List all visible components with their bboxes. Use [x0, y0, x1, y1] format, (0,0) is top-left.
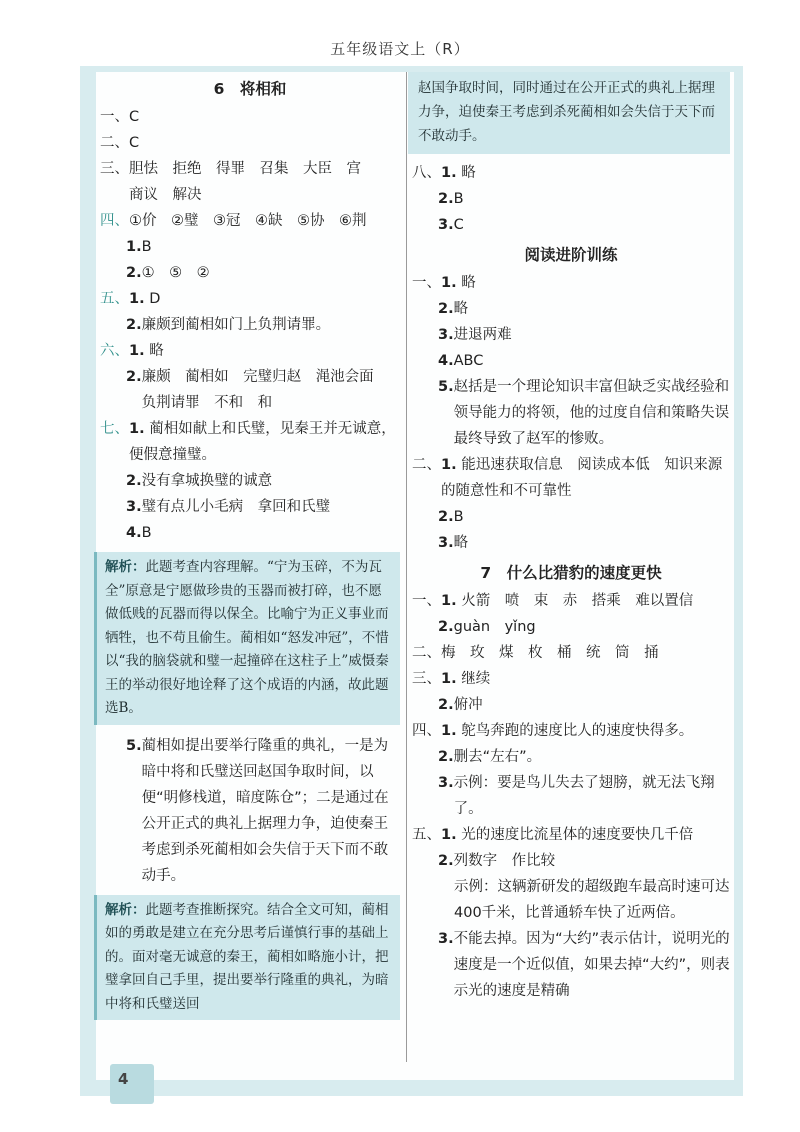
- answer-text: 1. 鸵鸟奔跑的速度比人的速度快得多。: [441, 723, 694, 739]
- sub-number: 2.: [438, 749, 454, 765]
- sub-text: B: [453, 509, 464, 525]
- answer-6: [100, 338, 400, 364]
- explanation-text: 此题考查内容理解。“宁为玉碎，不为瓦全”原意是宁愿做珍贵的玉器而被打碎，也不愿做低贱的瓦器而得以保全。比喻宁为正义事业而牺牲，也不苟且偷生。蔺相如“怒发冲冠”，不惜以“我的脑袋就和璧一起撞碎在这柱子上”威慑秦王的举动很好地诠释了这个成语的内涵，故此题选B。: [105, 559, 389, 716]
- sub-answer: [412, 530, 730, 556]
- sub-number: 2.: [126, 265, 142, 281]
- answer-text: C: [129, 109, 140, 125]
- sub-number: 3.: [438, 535, 454, 551]
- answer-text: [129, 338, 400, 364]
- sub-number: 2.: [438, 301, 454, 317]
- answer-label: 五、: [100, 291, 129, 307]
- answer-label: 八、: [412, 165, 441, 181]
- sub-text: B: [141, 525, 152, 541]
- sub-text: B: [453, 191, 464, 207]
- sub-number: 1.: [129, 291, 145, 307]
- lesson-6-title: 6 将相和: [213, 80, 287, 98]
- column-divider: [406, 72, 407, 1062]
- sub-text: 廉颇 蔺相如 完璧归赵 渑池会面 负荆请罪 不和 和: [141, 369, 374, 411]
- answer-line: 商议 解决: [129, 187, 202, 203]
- sub-number: 2.: [438, 191, 454, 207]
- sub-answer: [100, 520, 400, 546]
- explanation-continued: 赵国争取时间，同时通过在公开正式的典礼上据理力争，迫使秦王考虑到杀死蔺相如会失信于天下而不敢动手。: [408, 72, 730, 154]
- answer-2: [100, 130, 400, 156]
- answer-text: 1. 略: [441, 275, 476, 291]
- answer-4: [100, 208, 400, 234]
- sub-answer: [412, 322, 730, 348]
- sub-text: 不能去掉。因为“大约”表示估计，说明光的速度是一个近似值，如果去掉“大约”，则表示光的速度是精确: [453, 931, 730, 999]
- sub-number: 2.: [126, 317, 142, 333]
- sub-number: 5.: [438, 379, 454, 395]
- sub-text: C: [453, 217, 464, 233]
- sub-text: B: [141, 239, 152, 255]
- sub-text: 略: [453, 535, 469, 551]
- sub-text: ABC: [453, 353, 484, 369]
- sub-number: 2.: [438, 697, 454, 713]
- sub-answer: [412, 212, 730, 238]
- sub-number: 2.: [126, 473, 142, 489]
- sub-number: 3.: [438, 327, 454, 343]
- explanation-text: 此题考查推断探究。结合全文可知，蔺相如的勇敢是建立在充分思考后谨慎行事的基础上的。面对毫无诚意的秦王，蔺相如略施小计，把璧拿回自己手里，提出要举行隆重的典礼，为暗中将和氏璧送回: [105, 901, 389, 1012]
- answer-3: [100, 156, 400, 208]
- lesson7-answer-3: [412, 666, 730, 692]
- answer-8: [412, 160, 730, 186]
- sub-text: 示例：这辆新研发的超级跑车最高时速可达400千米，比普通轿车快了近两倍。: [454, 879, 730, 921]
- explanation-box: [94, 552, 400, 725]
- sub-number: 1.: [129, 343, 145, 359]
- answer-text: [129, 156, 400, 208]
- sub-answer: [412, 770, 730, 822]
- page-number: 4: [118, 1070, 129, 1088]
- answer-text: [129, 286, 400, 312]
- sub-number: 1.: [441, 165, 457, 181]
- sub-answer: [100, 733, 400, 889]
- sub-number: 3.: [438, 775, 454, 791]
- sub-answer: [412, 692, 730, 718]
- sub-answer: [100, 260, 400, 286]
- answer-text: C: [129, 135, 140, 151]
- sub-text: 示例：要是鸟儿失去了翅膀，就无法飞翔了。: [453, 775, 715, 817]
- sub-number: 5.: [126, 737, 142, 754]
- lesson7-answer-4: [412, 718, 730, 744]
- answer-text: 1. 火箭 喷 束 赤 搭乘 难以置信: [441, 593, 694, 609]
- sub-text: 略: [453, 301, 469, 317]
- left-column: [100, 72, 400, 1028]
- answer-label: 二、: [100, 135, 129, 151]
- answer-5: [100, 286, 400, 312]
- answer-text: 1. 蔺相如献上和氏璧，见秦王并无诚意， 便假意撞璧。: [129, 421, 396, 463]
- answer-text: ①价 ②璧 ③冠 ④缺 ⑤协 ⑥荆: [129, 213, 367, 229]
- sub-number: 4.: [126, 525, 142, 541]
- answer-1: [100, 104, 400, 130]
- sub-answer: [412, 744, 730, 770]
- sub-text: ① ⑤ ②: [141, 265, 210, 281]
- answer-label: 一、: [412, 593, 441, 609]
- answer-text: 1. 继续: [441, 671, 491, 687]
- sub-number: 1.: [129, 421, 145, 437]
- sub-answer: [100, 312, 400, 338]
- answer-label: 四、: [100, 213, 129, 229]
- sub-answer: [100, 494, 400, 520]
- example-text: [412, 874, 730, 926]
- answer-text: 1. 能迅速获取信息 阅读成本低 知识来源的随意性和不可靠性: [441, 457, 723, 499]
- answer-line: 胆怯 拒绝 得罪 召集 大臣 宫: [129, 161, 361, 177]
- answer-label: 二、: [412, 645, 441, 661]
- sub-text: D: [149, 291, 161, 307]
- sub-number: 2.: [438, 509, 454, 525]
- sub-number: 2.: [126, 369, 142, 385]
- sub-text: 蔺相如提出要举行隆重的典礼，一是为暗中将和氏璧送回赵国争取时间，以便“明修栈道，暗度陈仓”；二是通过在公开正式的典礼上据理力争，迫使秦王考虑到杀死蔺相如会失信于天下而不敢动手。: [141, 737, 389, 884]
- sub-answer: [412, 504, 730, 530]
- sub-number: 3.: [126, 499, 142, 515]
- answer-7: [100, 416, 400, 468]
- sub-answer: [412, 296, 730, 322]
- sub-text: 俯冲: [453, 697, 483, 713]
- sub-answer: [412, 926, 730, 1004]
- lesson7-answer-2: [412, 640, 730, 666]
- page-header-title: 五年级语文上（R）: [330, 40, 470, 58]
- sub-text: guàn yǐng: [453, 619, 536, 635]
- right-column: [412, 72, 730, 1004]
- sub-text: 没有拿城换璧的诚意: [141, 473, 273, 489]
- reading-section-title: 阅读进阶训练: [524, 246, 618, 264]
- sub-number: 4.: [438, 353, 454, 369]
- lesson7-answer-1: [412, 588, 730, 614]
- reading-answer-2: [412, 452, 730, 504]
- answer-text: 梅 玫 煤 枚 桶 统 筒 捅: [441, 645, 659, 661]
- explanation-label: 解析：: [105, 901, 146, 918]
- answer-label: 七、: [100, 421, 129, 437]
- sub-text: 略: [149, 343, 164, 359]
- sub-answer: [412, 374, 730, 452]
- answer-label: 三、: [100, 161, 129, 177]
- page-number-tab: [110, 1064, 154, 1104]
- sub-answer: [412, 848, 730, 874]
- sub-answer: [412, 614, 730, 640]
- sub-text: 进退两难: [453, 327, 512, 343]
- lesson7-answer-5: [412, 822, 730, 848]
- sub-text: 赵括是一个理论知识丰富但缺乏实战经验和领导能力的将领，他的过度自信和策略失误最终导致了赵军的惨败。: [453, 379, 730, 447]
- sub-number: 3.: [438, 931, 454, 947]
- answer-text: 1. 光的速度比流星体的速度要快几千倍: [441, 827, 694, 843]
- answer-label: 三、: [412, 671, 441, 687]
- sub-text: 廉颇到蔺相如门上负荆请罪。: [141, 317, 331, 333]
- answer-label: 一、: [412, 275, 441, 291]
- sub-number: 2.: [438, 619, 454, 635]
- sub-number: 1.: [126, 239, 142, 255]
- explanation-box: [94, 895, 400, 1021]
- answer-label: 一、: [100, 109, 129, 125]
- sub-text: 璧有点儿小毛病 拿回和氏璧: [141, 499, 331, 515]
- lesson-7-title: 7 什么比猎豹的速度更快: [480, 564, 662, 582]
- sub-text: 删去“左右”。: [453, 749, 542, 765]
- answer-label: 五、: [412, 827, 441, 843]
- reading-answer-1: [412, 270, 730, 296]
- sub-answer: [412, 186, 730, 212]
- answer-text: 1. 略: [441, 165, 476, 181]
- sub-answer: [100, 468, 400, 494]
- sub-answer: [412, 348, 730, 374]
- answer-label: 六、: [100, 343, 129, 359]
- sub-text: 列数字 作比较: [453, 853, 556, 869]
- sub-answer: [100, 234, 400, 260]
- explanation-label: 解析：: [105, 559, 146, 575]
- sub-answer: [100, 364, 400, 416]
- sub-number: 2.: [438, 853, 454, 869]
- answer-label: 四、: [412, 723, 441, 739]
- answer-label: 二、: [412, 457, 441, 473]
- sub-number: 3.: [438, 217, 454, 233]
